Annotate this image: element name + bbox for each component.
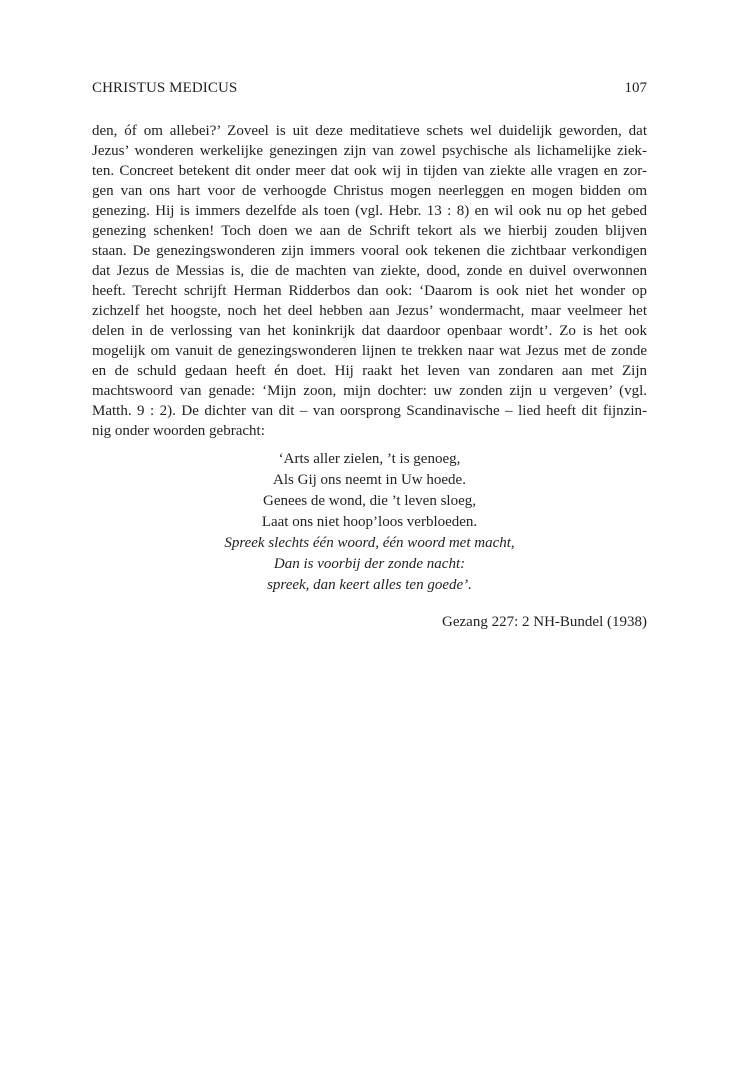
paragraph-line: nig onder woorden gebracht: [92,423,265,439]
hymn-verse: Laat ons niet hoop’loos verbloeden. [261,514,478,530]
paragraph-line: genezing. Hij is immers dezelfde als toen (vgl. Hebr. 13 : 8) en wil ook nu op het gebed [92,203,647,219]
hymn-quote [92,449,647,596]
hymn-verse-italic: spreek, dan keert alles ten goede’. [267,577,472,593]
hymn-source-citation: Gezang 227: 2 NH-Bundel (1938) [442,614,647,630]
body-paragraph [92,121,647,441]
paragraph-line: gen van ons hart voor de verhoogde Christus mogen neerleggen en mogen bidden om [92,183,647,199]
book-page [92,0,647,1068]
paragraph-line: ten. Concreet betekent dit onder meer dat ook wij in tijden van ziekte alle vragen en zor- [92,163,647,179]
paragraph-line: delen in de verlossing van het koninkrijk dat daardoor openbaar wordt’. Zo is het ook [92,323,647,339]
paragraph-line: machtswoord van genade: ‘Mijn zoon, mijn dochter: uw zonden zijn u vergeven’ (vgl. [92,383,647,399]
running-header [92,78,647,98]
paragraph-line: mogelijk om vanuit de genezingswonderen lijnen te trekken naar wat Jezus met de zonde [92,343,647,359]
paragraph-line: staan. De genezingswonderen zijn immers vooral ook tekenen die zichtbaar verkondigen [92,243,647,259]
hymn-verse: Als Gij ons neemt in Uw hoede. [273,472,466,488]
hymn-verse: ‘Arts aller zielen, ’t is genoeg, [278,451,461,467]
hymn-verse-italic: Spreek slechts één woord, één woord met macht, [224,535,515,551]
running-title: CHRISTUS MEDICUS [92,80,238,96]
paragraph-line: genezing schenken! Toch doen we aan de Schrift tekort als we hierbij zouden blijven [92,223,647,239]
paragraph-line: den, óf om allebei?’ Zoveel is uit deze meditatieve schets wel duidelijk geworden, dat [92,123,647,139]
paragraph-line: en de schuld gedaan heeft én doet. Hij raakt het leven van zondaren aan met Zijn [92,363,647,379]
hymn-verse: Genees de wond, die ’t leven sloeg, [263,493,476,509]
page-number: 107 [624,80,647,96]
paragraph-line: dat Jezus de Messias is, die de machten van ziekte, dood, zonde en duivel overwonnen [92,263,647,279]
hymn-verse-italic: Dan is voorbij der zonde nacht: [273,556,466,572]
paragraph-line: Matth. 9 : 2). De dichter van dit – van oorsprong Scandinavische – lied heeft dit fijnzin- [92,403,647,419]
paragraph-line: heeft. Terecht schrijft Herman Ridderbos dan ook: ‘Daarom is ook niet het wonder op [92,283,647,299]
paragraph-line: Jezus’ wonderen werkelijke genezingen zijn van zowel psychische als lichamelijke ziek- [92,143,647,159]
paragraph-line: zichzelf het hoogste, noch het deel hebben aan Jezus’ wondermacht, maar veelmeer het [92,303,647,319]
